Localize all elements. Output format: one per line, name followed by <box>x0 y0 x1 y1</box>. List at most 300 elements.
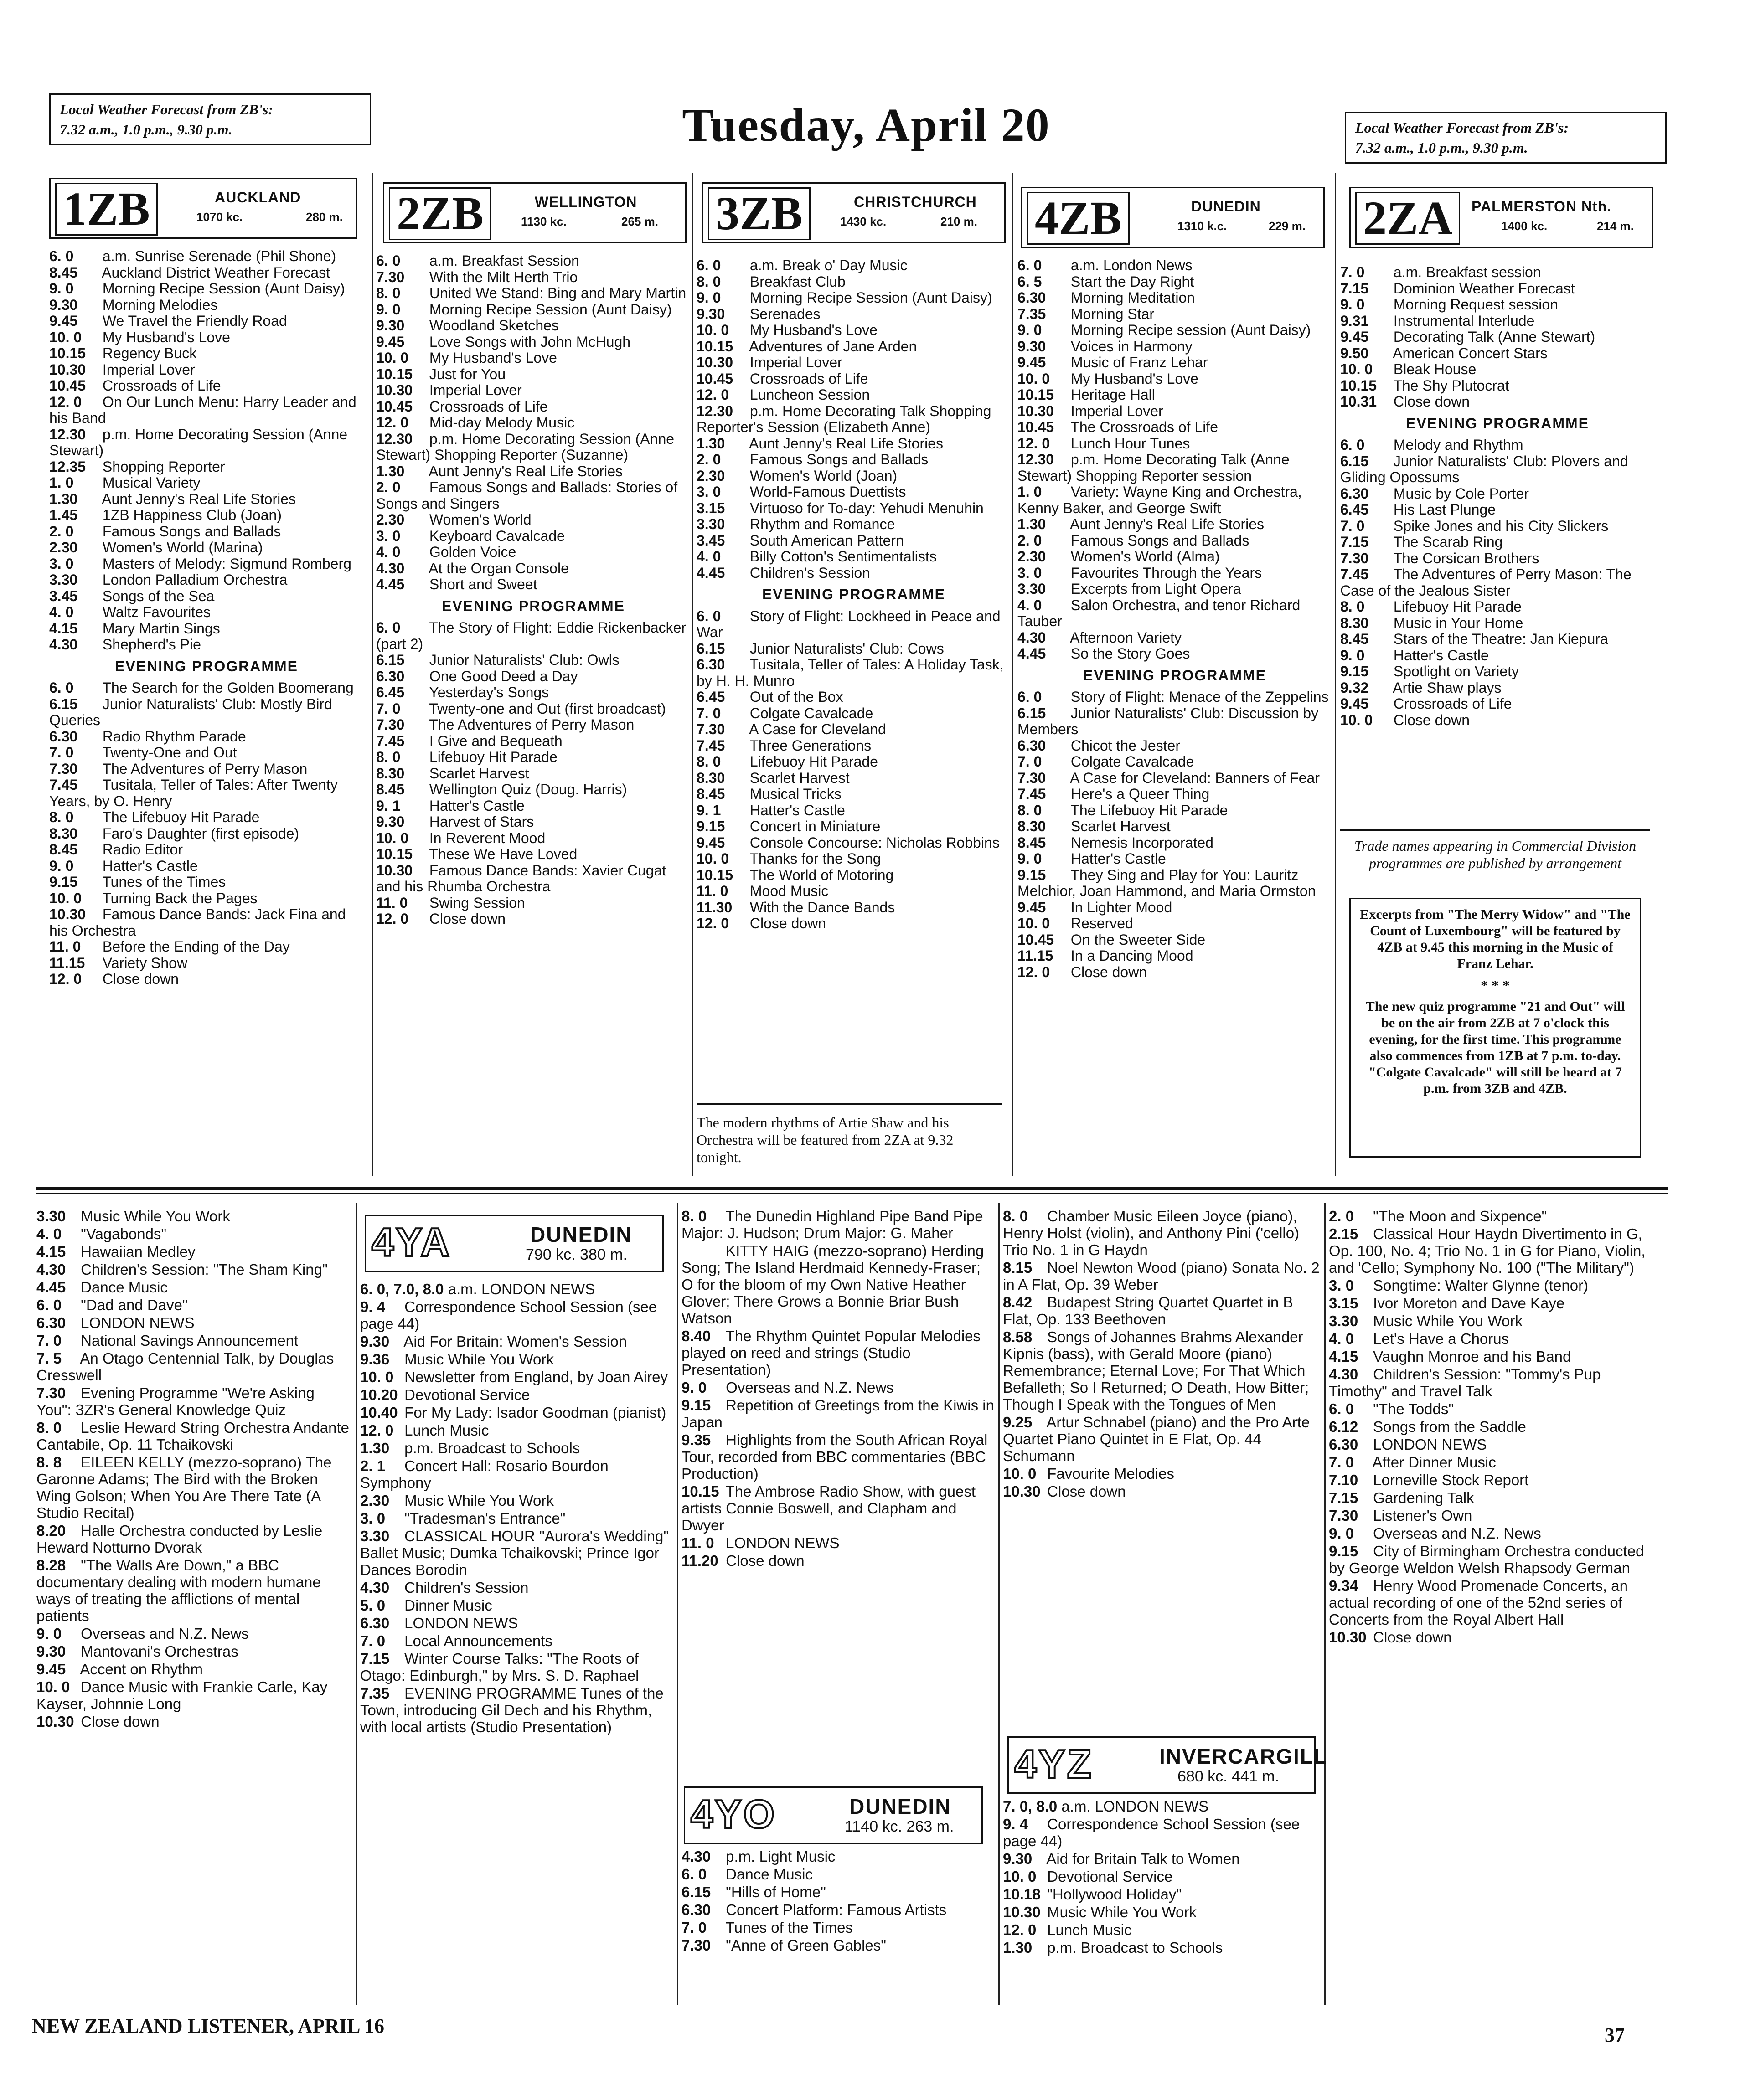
station-city: DUNEDIN <box>530 1223 632 1246</box>
programme-time: 8.42 <box>1003 1294 1033 1311</box>
programme-item <box>1017 948 1332 964</box>
programme-title: Close down <box>1369 1629 1452 1646</box>
programme-time: 9.31 <box>1340 312 1369 329</box>
programme-time: 9.32 <box>1340 679 1369 696</box>
programme-title: Variety Show <box>98 954 188 971</box>
programme-item <box>49 777 364 809</box>
programme-item <box>682 1884 996 1900</box>
programme-time: 7.45 <box>376 732 405 749</box>
programme-time: 7. 5 <box>36 1350 62 1367</box>
programme-item <box>360 1685 675 1735</box>
lower-schedule-2 <box>360 1281 675 1736</box>
station-freq: 1310 k.c. <box>1177 219 1227 233</box>
programme-title: Swing Session <box>425 894 525 911</box>
programme-time: 12. 0 <box>360 1422 394 1439</box>
programme-time: 7.15 <box>1329 1489 1358 1506</box>
programme-time: 3.30 <box>1329 1312 1358 1329</box>
programme-time: 6.45 <box>697 689 725 705</box>
programme-item <box>1003 1850 1322 1867</box>
programme-item <box>697 721 1011 738</box>
programme-item <box>360 1632 675 1649</box>
programme-title: Close down <box>425 911 506 927</box>
programme-title: Music in Your Home <box>1389 614 1523 631</box>
programme-item <box>1003 1904 1322 1920</box>
programme-title: Salon Orchestra, and tenor Richard Tauber <box>1017 597 1301 629</box>
programme-title: Aunt Jenny's Real Life Stories <box>98 490 296 507</box>
programme-title: Colgate Cavalcade <box>746 705 873 721</box>
programme-item <box>1003 1939 1322 1956</box>
programme-time: 9. 0 <box>697 289 721 306</box>
programme-title: On the Sweeter Side <box>1067 931 1206 948</box>
programme-title: a.m. LONDON NEWS <box>444 1281 595 1297</box>
programme-title: Hatter's Castle <box>98 857 198 874</box>
station-call: 2ZB <box>389 187 491 240</box>
programme-time: 3. 0 <box>1017 564 1042 581</box>
station-logo: 4YZ <box>1014 1741 1094 1786</box>
evening-programme-heading: EVENING PROGRAMME <box>441 597 625 614</box>
programme-time: 3.15 <box>1329 1295 1358 1312</box>
programme-time: 10.15 <box>376 846 413 862</box>
programme-time: 8.30 <box>1340 614 1369 631</box>
programme-item <box>376 269 691 286</box>
programme-title: Regency Buck <box>98 345 197 361</box>
programme-time: 12.30 <box>49 426 86 443</box>
programme-item <box>697 754 1011 770</box>
programme-item <box>376 431 691 463</box>
programme-time: 8. 0 <box>682 1208 707 1225</box>
programme-item <box>36 1522 351 1556</box>
programme-item <box>697 468 1011 484</box>
schedule-2zb <box>376 253 691 927</box>
programme-time: 9. 0 <box>49 857 74 874</box>
programme-time: 3.30 <box>697 516 725 532</box>
programme-time: 4.30 <box>1329 1366 1358 1383</box>
programme-title: The Ambrose Radio Show, with guest artists Connie Boswell, and Clapham and Dwyer <box>682 1483 976 1534</box>
programme-item <box>1340 615 1655 632</box>
programme-title: Voices in Harmony <box>1067 338 1193 355</box>
programme-item <box>36 1350 351 1384</box>
programme-title: KITTY HAIG (mezzo-soprano) Herding Song; The Island Herdmaid Kennedy-Fraser; O for the bloom of my Own Native Heather Glover; There Grows a Bonnie Briar Bush Watson <box>682 1242 984 1327</box>
programme-time: 3.45 <box>49 587 78 604</box>
programme-item <box>1329 1525 1648 1542</box>
programme-title: Aid for Britain Talk to Women <box>1043 1850 1240 1867</box>
page-title: Tuesday, April 20 <box>682 99 1050 151</box>
lower-schedule-4b <box>1003 1798 1322 1957</box>
programme-time: 3. 0 <box>360 1510 386 1527</box>
programme-title: The Story of Flight: Eddie Rickenbacker (part 2) <box>376 619 687 652</box>
programme-time: 9.45 <box>1340 695 1369 712</box>
programme-item <box>697 803 1011 819</box>
programme-item <box>360 1510 675 1527</box>
programme-item <box>682 1848 996 1865</box>
programme-item <box>376 512 691 528</box>
programme-item <box>376 576 691 593</box>
programme-time: 12. 0 <box>376 414 409 431</box>
programme-time: 9.45 <box>1017 354 1046 371</box>
programme-item <box>49 524 364 540</box>
programme-title: Shopping Reporter <box>98 458 225 475</box>
station-header-1zb <box>49 178 357 239</box>
programme-item <box>376 895 691 911</box>
programme-time: 6.12 <box>1329 1418 1358 1435</box>
programme-time: 10. 0 <box>1003 1465 1037 1482</box>
programme-title: Harvest of Stars <box>425 813 534 830</box>
programme-title: Masters of Melody: Sigmund Romberg <box>98 555 351 572</box>
programme-time: 9.15 <box>1329 1543 1358 1560</box>
programme-time: 3.30 <box>360 1528 390 1544</box>
programme-title: At the Organ Console <box>425 560 569 576</box>
programme-title: a.m. Sunrise Serenade (Phil Shone) <box>98 248 336 264</box>
programme-title: Vaughn Monroe and his Band <box>1369 1348 1571 1365</box>
programme-item <box>682 1431 996 1482</box>
programme-title: The Lifebuoy Hit Parade <box>1067 802 1228 818</box>
programme-title: Famous Songs and Ballads <box>1067 532 1249 549</box>
programme-title: Yesterday's Songs <box>425 684 549 700</box>
programme-time: 9. 1 <box>697 802 721 818</box>
programme-title: Halle Orchestra conducted by Leslie Heward Notturno Dvorak <box>36 1522 323 1556</box>
station-freq: 1130 kc. <box>521 215 567 228</box>
programme-title: United We Stand: Bing and Mary Martin <box>425 285 687 301</box>
programme-time: 9.36 <box>360 1351 390 1368</box>
programme-item <box>36 1557 351 1624</box>
programme-time: 4.15 <box>36 1243 66 1260</box>
programme-title: Close down <box>98 971 179 987</box>
programme-item <box>49 955 364 972</box>
programme-time: 9. 0 <box>682 1379 707 1396</box>
programme-title: Morning Recipe session (Aunt Daisy) <box>1067 322 1311 338</box>
programme-time: 7.45 <box>1340 566 1369 582</box>
programme-item <box>1003 1886 1322 1903</box>
programme-title: Crossroads of Life <box>1389 695 1512 712</box>
programme-item <box>697 306 1011 323</box>
programme-time: 7.30 <box>1329 1507 1358 1524</box>
programme-item <box>697 533 1011 549</box>
station-city: INVERCARGILL <box>1159 1745 1327 1768</box>
programme-time: 4.30 <box>1017 629 1046 646</box>
programme-item <box>1329 1208 1648 1225</box>
programme-time: 7.30 <box>697 721 725 737</box>
programme-title: p.m. Broadcast to Schools <box>400 1440 580 1457</box>
trade-names-note <box>1340 829 1650 872</box>
programme-item <box>1329 1277 1648 1294</box>
programme-item <box>1017 689 1332 705</box>
programme-time: 7. 0 <box>360 1632 386 1649</box>
programme-title: Songtime: Walter Glynne (tenor) <box>1369 1277 1589 1294</box>
programme-item <box>36 1454 351 1521</box>
station-city: CHRISTCHURCH <box>854 194 977 210</box>
programme-item <box>376 463 691 480</box>
programme-time: 11.15 <box>49 954 85 971</box>
programme-title: p.m. Broadcast to Schools <box>1043 1939 1223 1956</box>
programme-time: 4.30 <box>376 560 405 576</box>
programme-time: 7.30 <box>1017 769 1046 786</box>
programme-time: 6.15 <box>1017 705 1046 721</box>
programme-item <box>697 689 1011 705</box>
programme-item <box>376 749 691 766</box>
programme-time: 12.30 <box>1017 451 1054 468</box>
programme-item <box>36 1261 351 1278</box>
station-city: DUNEDIN <box>1191 198 1261 215</box>
programme-time: 12.30 <box>376 430 413 447</box>
programme-time: 10.30 <box>36 1713 74 1730</box>
programme-time: 11.30 <box>697 899 733 916</box>
programme-title: Music While You Work <box>400 1492 554 1509</box>
programme-title: Close down <box>1067 963 1147 980</box>
programme-time: 7. 0 <box>1017 753 1042 770</box>
programme-item <box>360 1440 675 1457</box>
programme-time: 10.45 <box>1017 419 1054 435</box>
programme-title: Junior Naturalists' Club: Cows <box>746 640 944 657</box>
programme-item <box>49 858 364 875</box>
programme-title: World-Famous Duettists <box>746 484 906 500</box>
programme-time: 12.35 <box>49 458 86 475</box>
programme-time: 7. 0 <box>1329 1454 1354 1471</box>
programme-item <box>1340 264 1655 281</box>
column-divider <box>356 1203 357 2005</box>
programme-title: Lorneville Stock Report <box>1369 1472 1529 1488</box>
programme-time: 10.18 <box>1003 1886 1041 1903</box>
programme-title: Music While You Work <box>1369 1312 1523 1329</box>
programme-title: A Case for Cleveland <box>746 721 886 737</box>
programme-title: Out of the Box <box>746 689 843 705</box>
programme-time: 10.30 <box>697 354 733 371</box>
programme-time: 8.15 <box>1003 1259 1033 1276</box>
programme-time: 10.30 <box>49 361 86 378</box>
programme-item <box>1017 705 1332 738</box>
programme-title: "Anne of Green Gables" <box>722 1937 886 1954</box>
evening-programme-heading: EVENING PROGRAMME <box>762 586 946 602</box>
programme-title: LONDON NEWS <box>400 1615 518 1632</box>
programme-title: Concert Hall: Rosario Bourdon Symphony <box>360 1457 609 1491</box>
programme-item <box>36 1314 351 1331</box>
programme-time: 5. 0 <box>360 1597 386 1614</box>
programme-item <box>697 387 1011 403</box>
programme-time: 10.15 <box>682 1483 719 1500</box>
programme-time: 4.30 <box>360 1579 390 1596</box>
programme-item <box>49 729 364 745</box>
programme-time: 12. 0 <box>1017 435 1050 452</box>
programme-title: The Scarab Ring <box>1389 534 1503 550</box>
programme-title: Close down <box>722 1552 805 1569</box>
programme-title: "The Todds" <box>1369 1400 1454 1417</box>
programme-time: 10.30 <box>1003 1904 1041 1920</box>
programme-time: 10. 0 <box>360 1369 394 1385</box>
programme-item <box>697 484 1011 500</box>
programme-title: EVENING PROGRAMME Tunes of the Town, introducing Gil Dech and his Rhythm, with local artists (Studio Presentation) <box>360 1685 664 1735</box>
programme-item <box>49 265 364 281</box>
programme-time: 10.30 <box>1003 1483 1041 1500</box>
programme-time: 7. 0 <box>682 1919 707 1936</box>
programme-title: Console Concourse: Nicholas Robbins <box>746 834 1000 851</box>
programme-time: 6.15 <box>682 1884 711 1900</box>
programme-time: 8.45 <box>697 786 725 802</box>
evening-programme-heading: EVENING PROGRAMME <box>114 658 299 674</box>
programme-item <box>49 621 364 637</box>
programme-time: 2. 0 <box>1329 1208 1354 1225</box>
programme-title: Children's Session: "Tommy's Pup Timothy" and Travel Talk <box>1329 1366 1601 1400</box>
programme-title: Tunes of the Times <box>722 1919 853 1936</box>
programme-title: Mary Martin Sings <box>98 620 220 637</box>
weather-line-1: Local Weather Forecast from ZB's: <box>1355 119 1569 136</box>
programme-time: 12. 0 <box>1017 963 1050 980</box>
station-call: 4ZB <box>1027 192 1130 245</box>
programme-time: 10.40 <box>360 1404 398 1421</box>
station-freq: 680 kc. 441 m. <box>1177 1768 1280 1785</box>
column-divider <box>998 1203 1000 2005</box>
programme-time: 9.34 <box>1329 1577 1358 1594</box>
column-divider <box>1012 173 1013 1176</box>
programme-item <box>49 459 364 475</box>
programme-title: Aunt Jenny's Real Life Stories <box>1067 516 1265 532</box>
programme-title: Women's World (Marina) <box>98 539 263 556</box>
programme-time: 2. 0 <box>1017 532 1042 549</box>
programme-time: 6. 0 <box>682 1866 707 1883</box>
programme-item <box>49 939 364 955</box>
programme-item <box>49 556 364 572</box>
programme-title: Scarlet Harvest <box>1067 818 1171 834</box>
programme-item <box>1340 345 1655 362</box>
programme-item <box>697 355 1011 371</box>
programme-item <box>376 334 691 350</box>
programme-item <box>1003 1294 1322 1328</box>
station-wave: 214 m. <box>1597 219 1634 233</box>
programme-item <box>360 1457 675 1491</box>
programme-title: p.m. Home Decorating Talk (Anne Stewart) Shopping Reporter session <box>1017 451 1290 484</box>
programme-item <box>1017 419 1332 436</box>
programme-title: Favourites Through the Years <box>1067 564 1262 581</box>
programme-title: a.m. LONDON NEWS <box>1057 1798 1209 1815</box>
programme-time: 12. 0 <box>697 386 729 403</box>
programme-time: 11.15 <box>1017 947 1053 964</box>
programme-item <box>376 733 691 750</box>
programme-title: Tunes of the Times <box>98 874 226 890</box>
programme-time: 10.45 <box>376 398 413 415</box>
programme-time: 9.30 <box>376 813 405 830</box>
programme-item <box>697 818 1011 835</box>
programme-title: Aunt Jenny's Real Life Stories <box>746 435 944 452</box>
programme-item <box>682 1208 996 1241</box>
programme-time: 9.15 <box>1017 866 1046 883</box>
station-freq: 1400 kc. <box>1501 219 1548 233</box>
programme-item <box>360 1333 675 1350</box>
programme-time: 7. 0 <box>697 705 721 721</box>
programme-time: 7.30 <box>36 1385 66 1401</box>
programme-title: American Concert Stars <box>1389 345 1548 361</box>
programme-title: Artie Shaw plays <box>1389 679 1502 696</box>
programme-item <box>1340 437 1655 453</box>
programme-title: Hawaiian Medley <box>77 1243 196 1260</box>
programme-item <box>682 1919 996 1936</box>
programme-title: After Dinner Music <box>1369 1454 1496 1471</box>
programme-time: 10.20 <box>360 1386 398 1403</box>
programme-item <box>1017 516 1332 533</box>
programme-item <box>1340 664 1655 680</box>
programme-item <box>682 1552 996 1569</box>
programme-time: 10.15 <box>49 345 86 361</box>
programme-title: Love Songs with John McHugh <box>425 333 631 350</box>
station-logo-4ya <box>365 1215 664 1272</box>
programme-item <box>36 1208 351 1225</box>
programme-item <box>1017 290 1332 306</box>
programme-time: 3. 0 <box>697 484 721 500</box>
programme-time: 11. 0 <box>376 894 408 911</box>
programme-title: Junior Naturalists' Club: Mostly Bird Queries <box>49 695 332 728</box>
programme-time: 6.15 <box>697 640 725 657</box>
programme-title: Auckland District Weather Forecast <box>98 264 330 281</box>
info-box-text-1: Excerpts from "The Merry Widow" and "The Count of Luxembourg" will be featured by 4ZB at 9.45 this morning in the Music of Franz Lehar. <box>1360 907 1631 971</box>
station-freq: 1430 kc. <box>840 215 887 228</box>
programme-item <box>376 911 691 927</box>
programme-time: 4. 0 <box>376 544 401 560</box>
programme-time: 10.45 <box>697 370 733 387</box>
programme-time: 8.28 <box>36 1557 66 1574</box>
programme-time: 10. 0 <box>376 829 409 846</box>
programme-time: 8. 0 <box>1003 1208 1028 1225</box>
programme-title: Morning Request session <box>1389 296 1558 313</box>
programme-title: Adventures of Jane Arden <box>746 338 917 355</box>
station-header-2za <box>1349 187 1653 248</box>
programme-time: 9.50 <box>1340 345 1369 361</box>
programme-time: 4.15 <box>1329 1348 1358 1365</box>
programme-item <box>36 1661 351 1678</box>
programme-title: National Savings Announcement <box>77 1332 299 1349</box>
programme-time: 4.30 <box>49 636 78 653</box>
programme-title: Mood Music <box>746 883 829 899</box>
programme-item <box>1340 329 1655 345</box>
programme-time: 4.30 <box>36 1261 66 1278</box>
programme-item <box>1003 1798 1322 1815</box>
programme-item <box>1003 1208 1322 1258</box>
programme-title: The World of Motoring <box>746 866 894 883</box>
programme-item <box>1003 1414 1322 1464</box>
programme-time: 7.35 <box>1017 305 1046 322</box>
programme-time: 9.45 <box>697 834 725 851</box>
programme-item <box>1017 581 1332 597</box>
programme-title: Dominion Weather Forecast <box>1389 280 1575 297</box>
programme-item <box>360 1298 675 1332</box>
programme-time: 10. 0 <box>1340 711 1373 728</box>
programme-title: Start the Day Right <box>1067 273 1194 290</box>
programme-time: 6.30 <box>1017 289 1046 306</box>
programme-title: Just for You <box>425 365 506 382</box>
programme-time: 10. 0 <box>49 329 82 345</box>
page-number: 37 <box>1605 2024 1625 2046</box>
programme-title: "Hollywood Holiday" <box>1043 1886 1182 1903</box>
station-city: AUCKLAND <box>215 189 301 206</box>
station-header-3zb <box>702 182 1006 243</box>
programme-title: Let's Have a Chorus <box>1369 1330 1509 1347</box>
programme-title: Junior Naturalists' Club: Owls <box>425 652 620 668</box>
programme-item <box>1340 502 1655 518</box>
programme-time: 8.58 <box>1003 1328 1033 1345</box>
programme-time: 3.30 <box>49 571 78 588</box>
programme-item <box>376 830 691 847</box>
programme-time: 8. 0 <box>376 749 401 765</box>
programme-title: Winter Course Talks: "The Roots of Otago: Edinburgh," by Mrs. S. D. Raphael <box>360 1650 639 1684</box>
weather-forecast-right <box>1345 112 1667 164</box>
programme-title: I Give and Bequeath <box>425 732 563 749</box>
programme-item <box>376 479 691 512</box>
programme-time: 4. 0 <box>1329 1330 1354 1347</box>
programme-item <box>697 835 1011 851</box>
programme-time: 9. 4 <box>1003 1816 1028 1832</box>
programme-title: Reserved <box>1067 915 1133 932</box>
programme-time: 7. 0 <box>1340 517 1365 534</box>
programme-title: Close down <box>1043 1483 1126 1500</box>
programme-item <box>36 1297 351 1313</box>
programme-item <box>376 253 691 269</box>
programme-title: Billy Cotton's Sentimentalists <box>746 548 937 565</box>
